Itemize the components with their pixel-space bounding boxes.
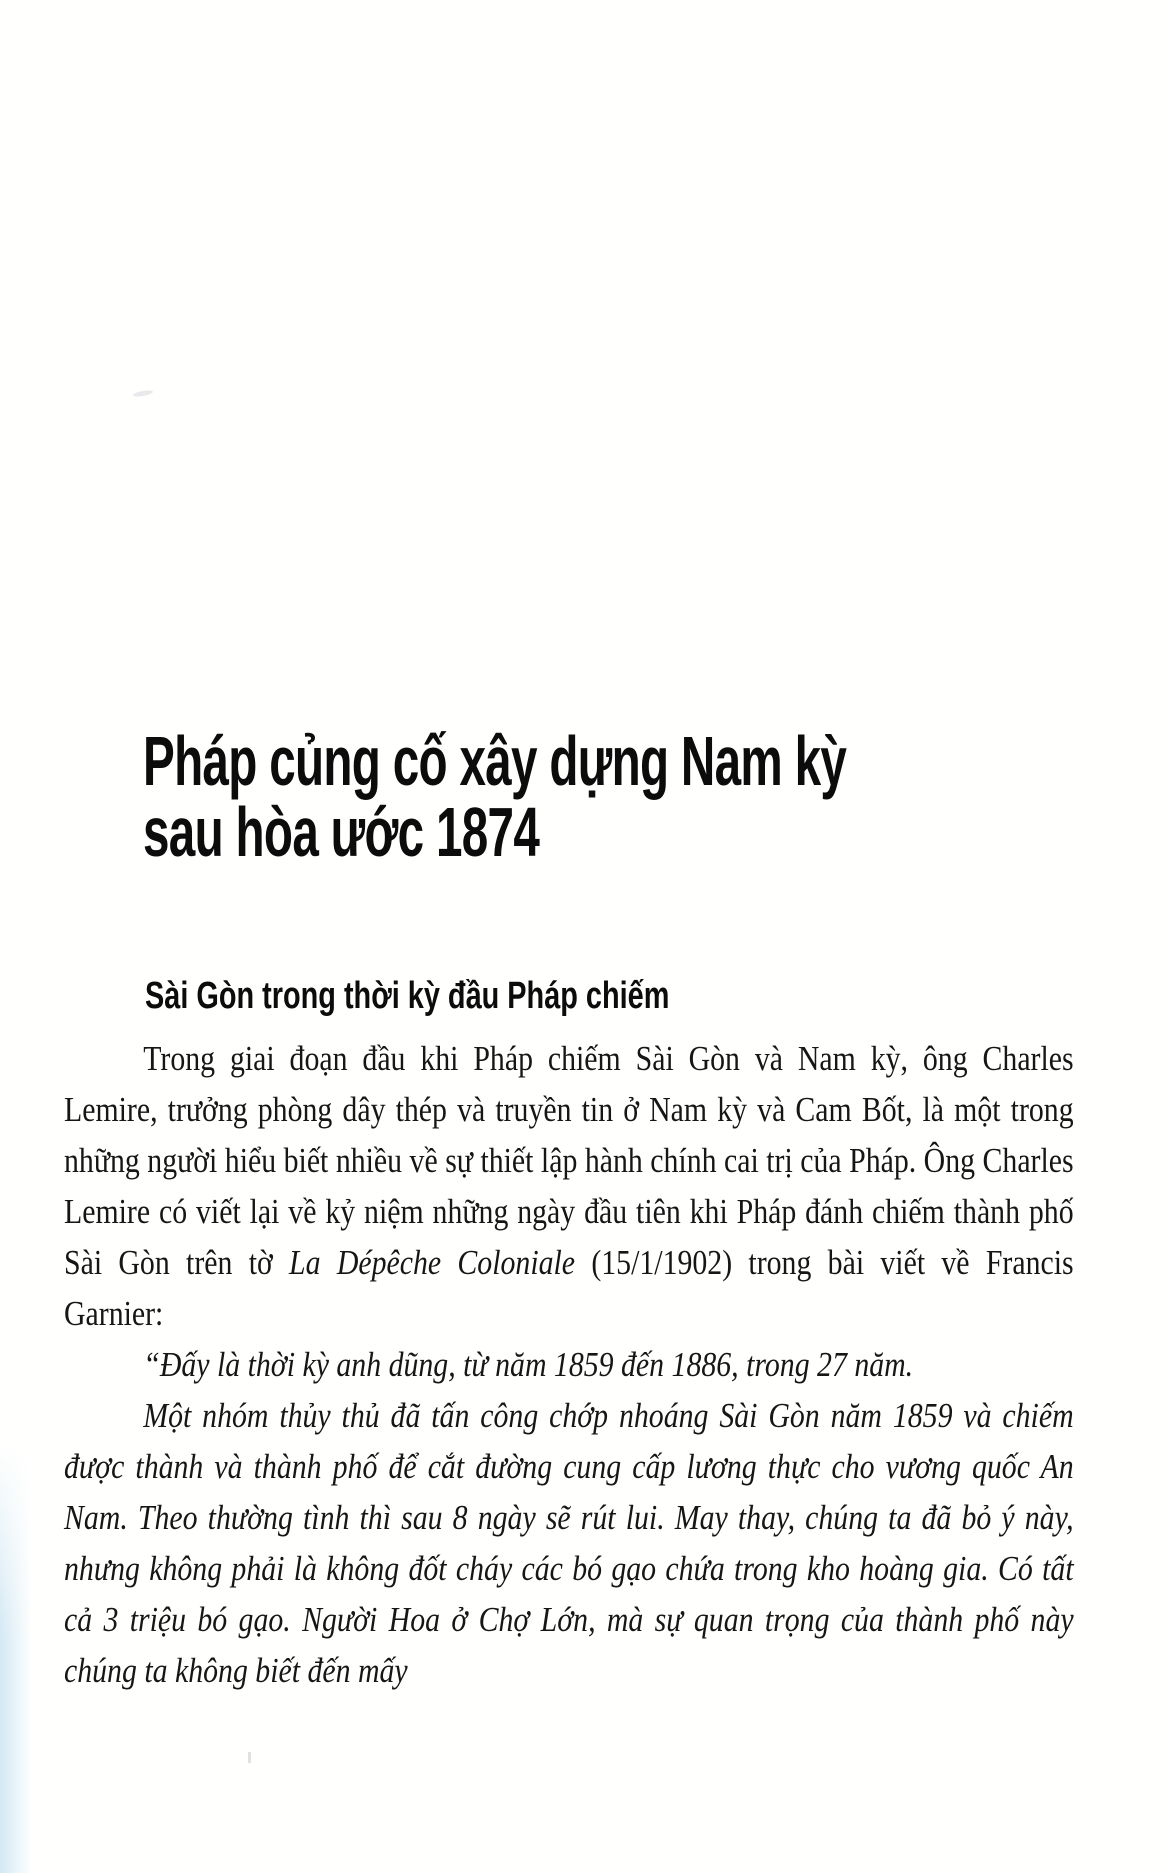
journal-title: La Dépêche Coloniale [289, 1243, 576, 1282]
intro-paragraph-text: Trong giai đoạn đầu khi Pháp chiếm Sài Gòn và Nam kỳ, ông Charles Lemire, trưởng phòng dây thép và truyền tin ở Nam kỳ và Cam Bốt, là một trong những người hiểu biết nhiều về sự thiết lập hành chính cai trị của Pháp. Ông Charles Lemire có viết lại về kỷ niệm những ngày đầu tiên khi Pháp đánh chiếm thành phố Sài Gòn trên tờ [64, 1039, 1074, 1282]
quote-paragraph-1: “Đấy là thời kỳ anh dũng, từ năm 1859 đến 1886, trong 27 năm. [143, 1345, 914, 1384]
scan-edge-artifact [0, 1443, 32, 1873]
chapter-title-line-1: Pháp củng cố xây dựng Nam kỳ [143, 722, 847, 800]
quote-paragraph-2: Một nhóm thủy thủ đã tấn công chớp nhoáng Sài Gòn năm 1859 và chiếm được thành và thành phố để cắt đường cung cấp lương thực cho vương quốc An Nam. Theo thường tình thì sau 8 ngày sẽ rút lui. May thay, chúng ta đã bỏ ý này, nhưng không phải là không đốt cháy các bó gạo chứa trong kho hoàng gia. Có tất cả 3 triệu bó gạo. Người Hoa ở Chợ Lớn, mà sự quan trọng của thành phố này chúng ta không biết đến mấy [64, 1396, 1074, 1690]
chapter-title [143, 722, 847, 871]
scan-speck-artifact [248, 1752, 251, 1763]
intro-paragraph-text-after: (15/1/1902) trong bài viết về Francis Garnier: [64, 1243, 1074, 1333]
section-heading: Sài Gòn trong thời kỳ đầu Pháp chiếm [145, 975, 670, 1017]
intro-paragraph [64, 1033, 1074, 1339]
body-text-column [64, 1033, 1074, 1696]
scan-smudge-artifact [133, 389, 154, 397]
chapter-title-line-2: sau hòa ước 1874 [143, 793, 540, 871]
